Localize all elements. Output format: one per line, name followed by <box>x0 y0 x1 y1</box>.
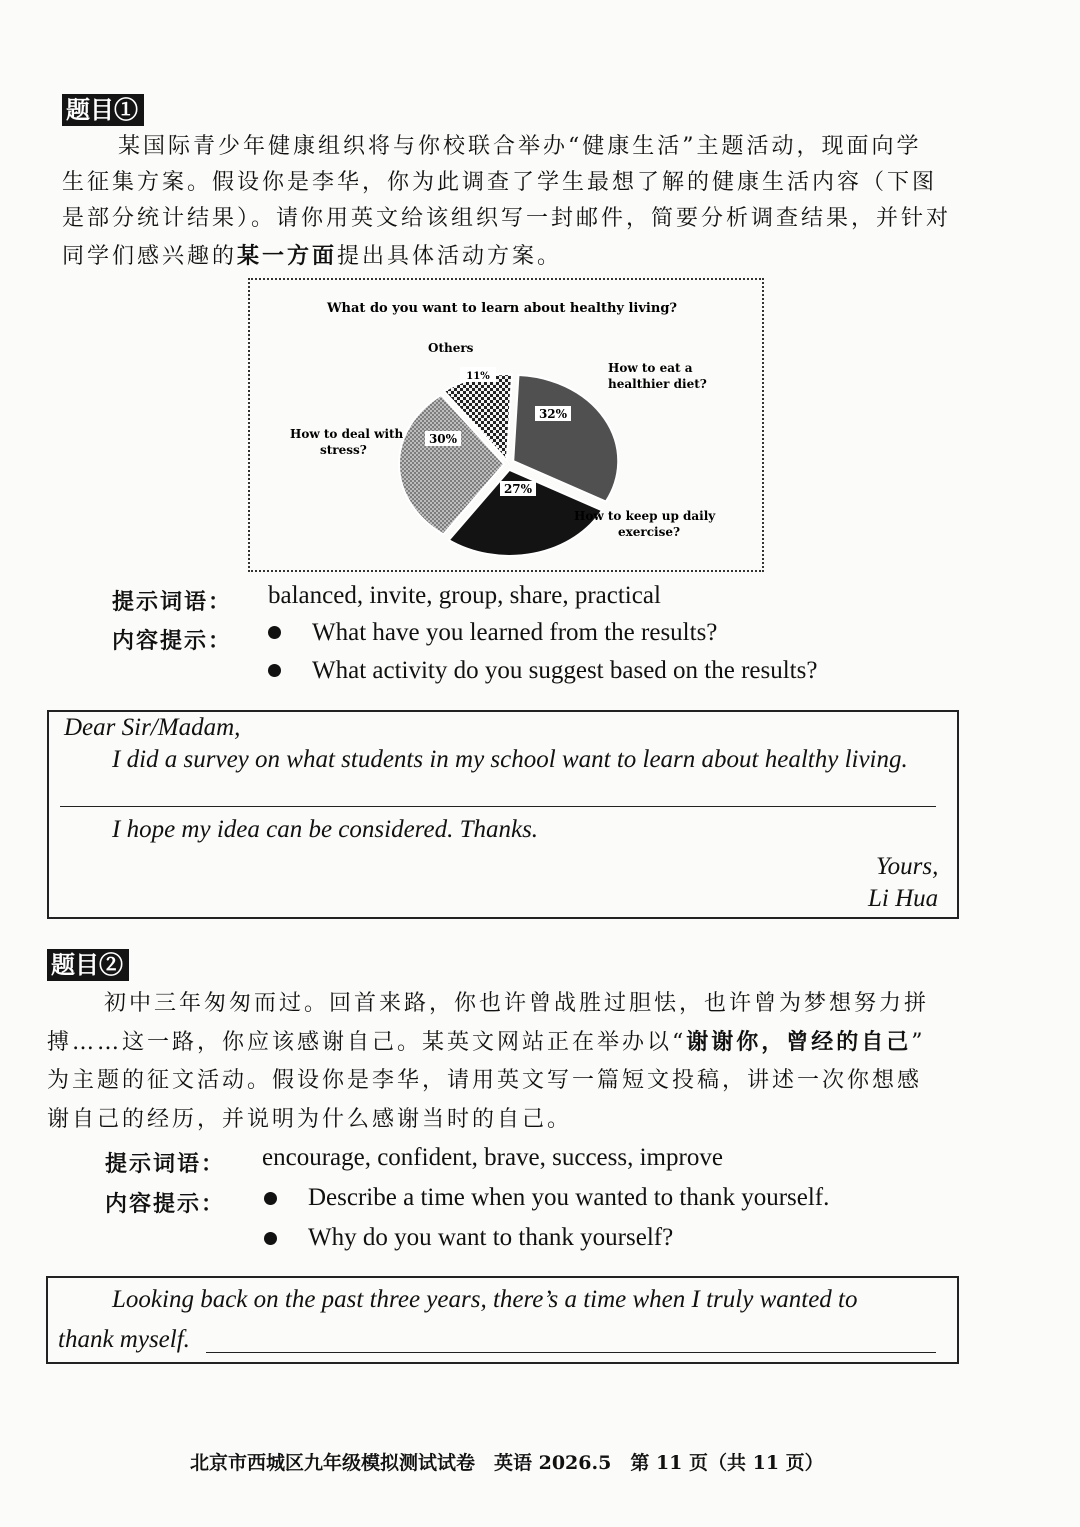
q2-prompt-line-4: 谢自己的经历，并说明为什么感谢当时的自己。 <box>47 1107 573 1132</box>
q1-keywords: balanced, invite, group, share, practical <box>268 582 661 609</box>
q1-emphasis: 某一方面 <box>237 243 338 269</box>
q2-bullet-1: Describe a time when you wanted to thank yourself. <box>308 1184 830 1211</box>
letter-sign-off: Yours, <box>876 853 939 880</box>
q1-keywords-label: 提示词语： <box>112 589 233 615</box>
q2-prompt-line-1: 初中三年匆匆而过。回首来路，你也许曾战胜过胆怯，也许曾为梦想努力拼 <box>104 991 930 1016</box>
q2-bullet-2: Why do you want to thank yourself? <box>308 1224 674 1251</box>
q1-prompt-line-2: 生征集方案。假设你是李华，你为此调查了学生最想了解的健康生活内容（下图 <box>62 170 938 195</box>
letter-greeting: Dear Sir/Madam, <box>64 714 241 741</box>
q2-prompt-line-3: 为主题的征文活动。假设你是李华，请用英文写一篇短文投稿，讲述一次你想感 <box>47 1068 923 1093</box>
bullet-icon <box>268 664 281 677</box>
q1-prompt-line-1: 某国际青少年健康组织将与你校联合举办“健康生活”主题活动，现面向学 <box>118 134 922 159</box>
q2-prompt-line-2 <box>47 1023 926 1062</box>
q1-bullet-2: What activity do you suggest based on the results? <box>312 657 818 684</box>
q1-prompt-line-4-post: 提出具体活动方案。 <box>337 244 563 269</box>
q1-prompt-line-4 <box>62 237 562 276</box>
category-label: How to keep up daily exercise? <box>574 509 716 539</box>
question-1-tag: 题目① <box>62 94 144 126</box>
q1-prompt-line-3: 是部分统计结果）。请你用英文给该组织写一封邮件，简要分析调查结果，并针对 <box>62 206 952 231</box>
answer-line[interactable] <box>60 806 936 807</box>
question-2-tag: 题目② <box>47 949 129 981</box>
essay-line-1: Looking back on the past three years, there’s a time when I truly wanted to <box>112 1286 858 1313</box>
pie-chart-frame <box>248 278 764 572</box>
q2-prompt-line-2-pre: 搏……这一路，你应该感谢自己。某英文网站正在举办以“ <box>47 1030 687 1055</box>
category-label: How to deal with stress? <box>290 427 404 457</box>
q2-emphasis: 谢谢你，曾经的自己 <box>686 1029 912 1055</box>
essay-line-2: thank myself. <box>58 1326 190 1353</box>
bullet-icon <box>264 1232 277 1245</box>
q2-keywords: encourage, confident, brave, success, improve <box>262 1144 723 1171</box>
category-label: Others <box>428 341 474 355</box>
q2-keywords-label: 提示词语： <box>105 1151 226 1177</box>
category-label: How to eat a healthier diet? <box>608 361 707 391</box>
q1-prompt-line-4-pre: 同学们感兴趣的 <box>62 244 238 269</box>
q2-content-label: 内容提示： <box>105 1191 226 1217</box>
q1-content-label: 内容提示： <box>112 628 233 654</box>
value-label: 27% <box>503 482 533 496</box>
value-label: 30% <box>428 432 458 446</box>
page-footer: 北京市西城区九年级模拟测试试卷 英语 2026.5 第 11 页（共 11 页） <box>190 1452 824 1474</box>
value-label: 32% <box>538 407 568 421</box>
bullet-icon <box>264 1192 277 1205</box>
pie-chart <box>250 280 762 570</box>
answer-line[interactable] <box>206 1352 936 1353</box>
q2-prompt-line-2-post: ” <box>911 1030 926 1055</box>
bullet-icon <box>268 626 281 639</box>
letter-closing: I hope my idea can be considered. Thanks. <box>112 816 539 843</box>
chart-title: What do you want to learn about healthy living? <box>326 301 678 316</box>
value-label: 11% <box>466 371 490 382</box>
letter-opening: I did a survey on what students in my school want to learn about healthy living. <box>112 746 908 773</box>
letter-signature: Li Hua <box>868 885 939 912</box>
q1-bullet-1: What have you learned from the results? <box>312 619 718 646</box>
